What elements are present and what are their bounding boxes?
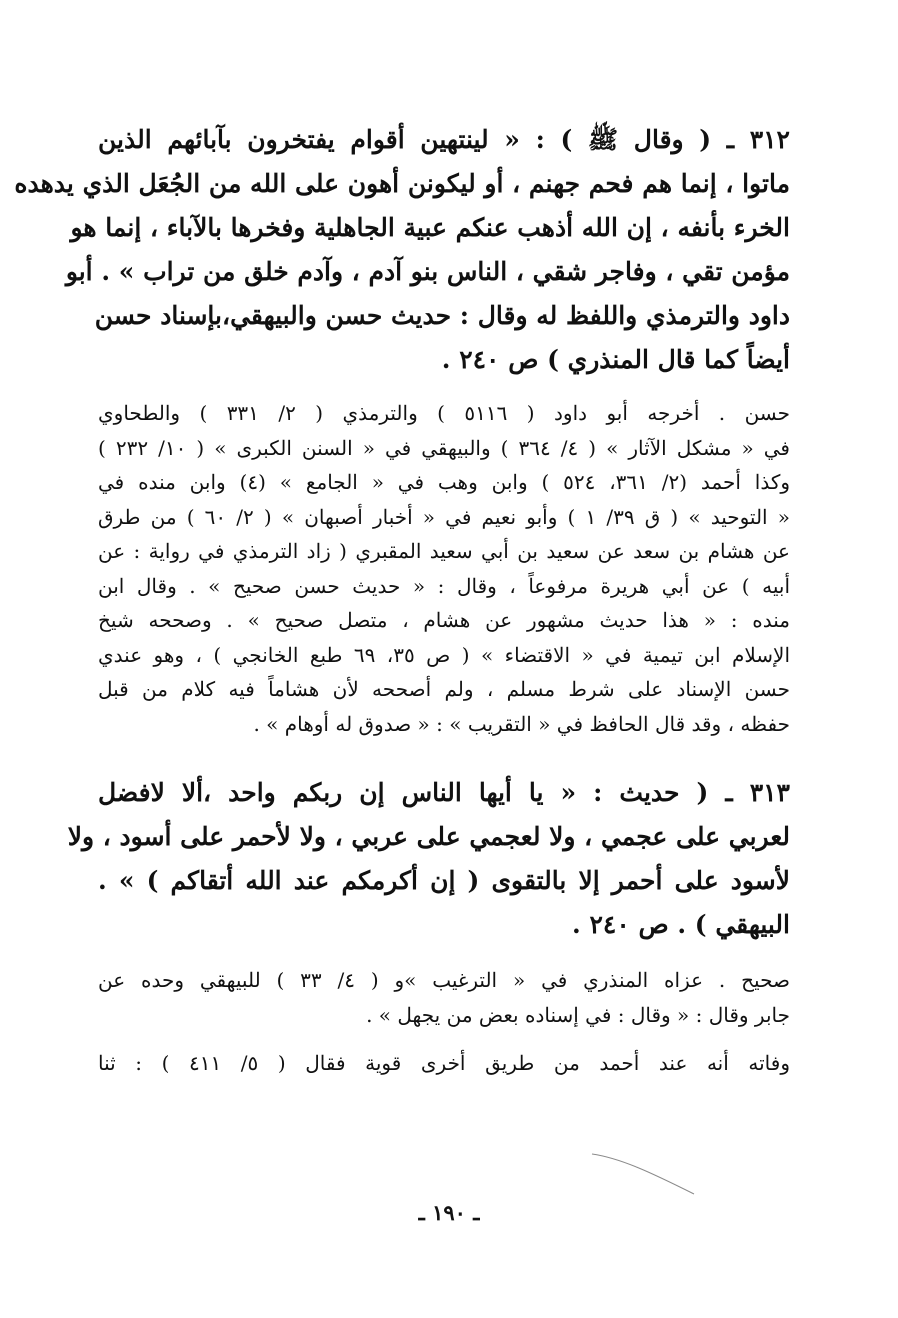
hadith-312-line: داود والترمذي واللفظ له وقال : حديث حسن والبيهقي،بإسناد حسن bbox=[94, 301, 790, 330]
commentary-312-line: وكذا أحمد (٢/ ٣٦١، ٥٢٤ ) وابن وهب في « الجامع » (٤) وابن منده في bbox=[98, 470, 790, 494]
hadith-312-line: أيضاً كما قال المنذري ) ص ٢٤٠ . bbox=[441, 345, 790, 374]
commentary-312-line: أبيه ) عن أبي هريرة مرفوعاً ، وقال : « حديث حسن صحيح » . وقال ابن bbox=[98, 573, 790, 598]
commentary-312-line: حسن . أخرجه أبو داود ( ٥١١٦ ) والترمذي ( ٢/ ٣٣١ ) والطحاوي bbox=[98, 401, 790, 425]
hadith-312-line: الخرء بأنفه ، إن الله أذهب عنكم عبية الجاهلية وفخرها بالآباء ، إنما هو bbox=[70, 213, 790, 242]
hadith-313-line: لأسود على أحمر إلا بالتقوى ( إن أكرمكم عند الله أتقاكم ) » . bbox=[98, 866, 790, 895]
hadith-312-line: مؤمن تقي ، وفاجر شقي ، الناس بنو آدم ، وآدم خلق من تراب » . أبو bbox=[65, 257, 790, 286]
commentary-312-line: في « مشكل الآثار » ( ٤/ ٣٦٤ ) والبيهقي في « السنن الكبرى » ( ١٠/ ٢٣٢ ) bbox=[98, 435, 790, 460]
commentary-312-line: الإسلام ابن تيمية في « الاقتضاء » ( ص ٣٥، ٦٩ طبع الخانجي ) ، وهو عندي bbox=[98, 642, 791, 667]
commentary-312-line: حسن الإسناد على شرط مسلم ، ولم أصححه لأن هشاماً فيه كلام من قبل bbox=[98, 677, 790, 701]
hadith-313-line: ٣١٣ ـ ( حديث : « يا أيها الناس إن ربكم واحد ،ألا لافضل bbox=[98, 778, 790, 807]
hadith-313 bbox=[67, 771, 790, 947]
commentary-312-line: عن هشام بن سعد عن سعيد بن أبي سعيد المقبري ( زاد الترمذي في رواية : عن bbox=[98, 539, 790, 563]
commentary-312 bbox=[98, 396, 790, 741]
hadith-312-line: ماتوا ، إنما هم فحم جهنم ، أو ليكونن أهون على الله من الجُعَل الذي يدهده bbox=[14, 169, 790, 198]
commentary-312-line: منده : « هذا حديث مشهور عن هشام ، متصل صحيح » . وصححه شيخ bbox=[98, 608, 790, 632]
hadith-313-line: البيهقي ) . ص ٢٤٠ . bbox=[572, 910, 790, 939]
commentary-313-line: صحيح . عزاه المنذري في « الترغيب »و ( ٤/ ٣٣ ) للبيهقي وحده عن bbox=[98, 968, 790, 992]
continuation-paragraph bbox=[98, 1046, 790, 1081]
continuation-line: وفاته أنه عند أحمد من طريق أخرى قوية فقال ( ٥/ ٤١١ ) : ثنا bbox=[98, 1051, 790, 1075]
page-number: ـ ١٩٠ ـ bbox=[418, 1200, 480, 1225]
commentary-313-line: جابر وقال : « وقال : في إسناده بعض من يجهل » . bbox=[366, 1002, 790, 1027]
commentary-312-line: حفظه ، وقد قال الحافظ في « التقريب » : « صدوق له أوهام » . bbox=[253, 711, 790, 736]
commentary-312-line: « التوحيد » ( ق ٣٩/ ١ ) وأبو نعيم في « أخبار أصبهان » ( ٢/ ٦٠ ) من طرق bbox=[98, 504, 790, 529]
hadith-312 bbox=[14, 118, 790, 382]
hadith-313-line: لعربي على عجمي ، ولا لعجمي على عربي ، ولا لأحمر على أسود ، ولا bbox=[67, 822, 790, 851]
pen-stroke-mark bbox=[590, 1150, 700, 1200]
commentary-313 bbox=[98, 963, 790, 1032]
hadith-312-line: ٣١٢ ـ ( وقال ﷺ ) : « لينتهين أقوام يفتخرون بآبائهم الذين bbox=[98, 125, 790, 154]
